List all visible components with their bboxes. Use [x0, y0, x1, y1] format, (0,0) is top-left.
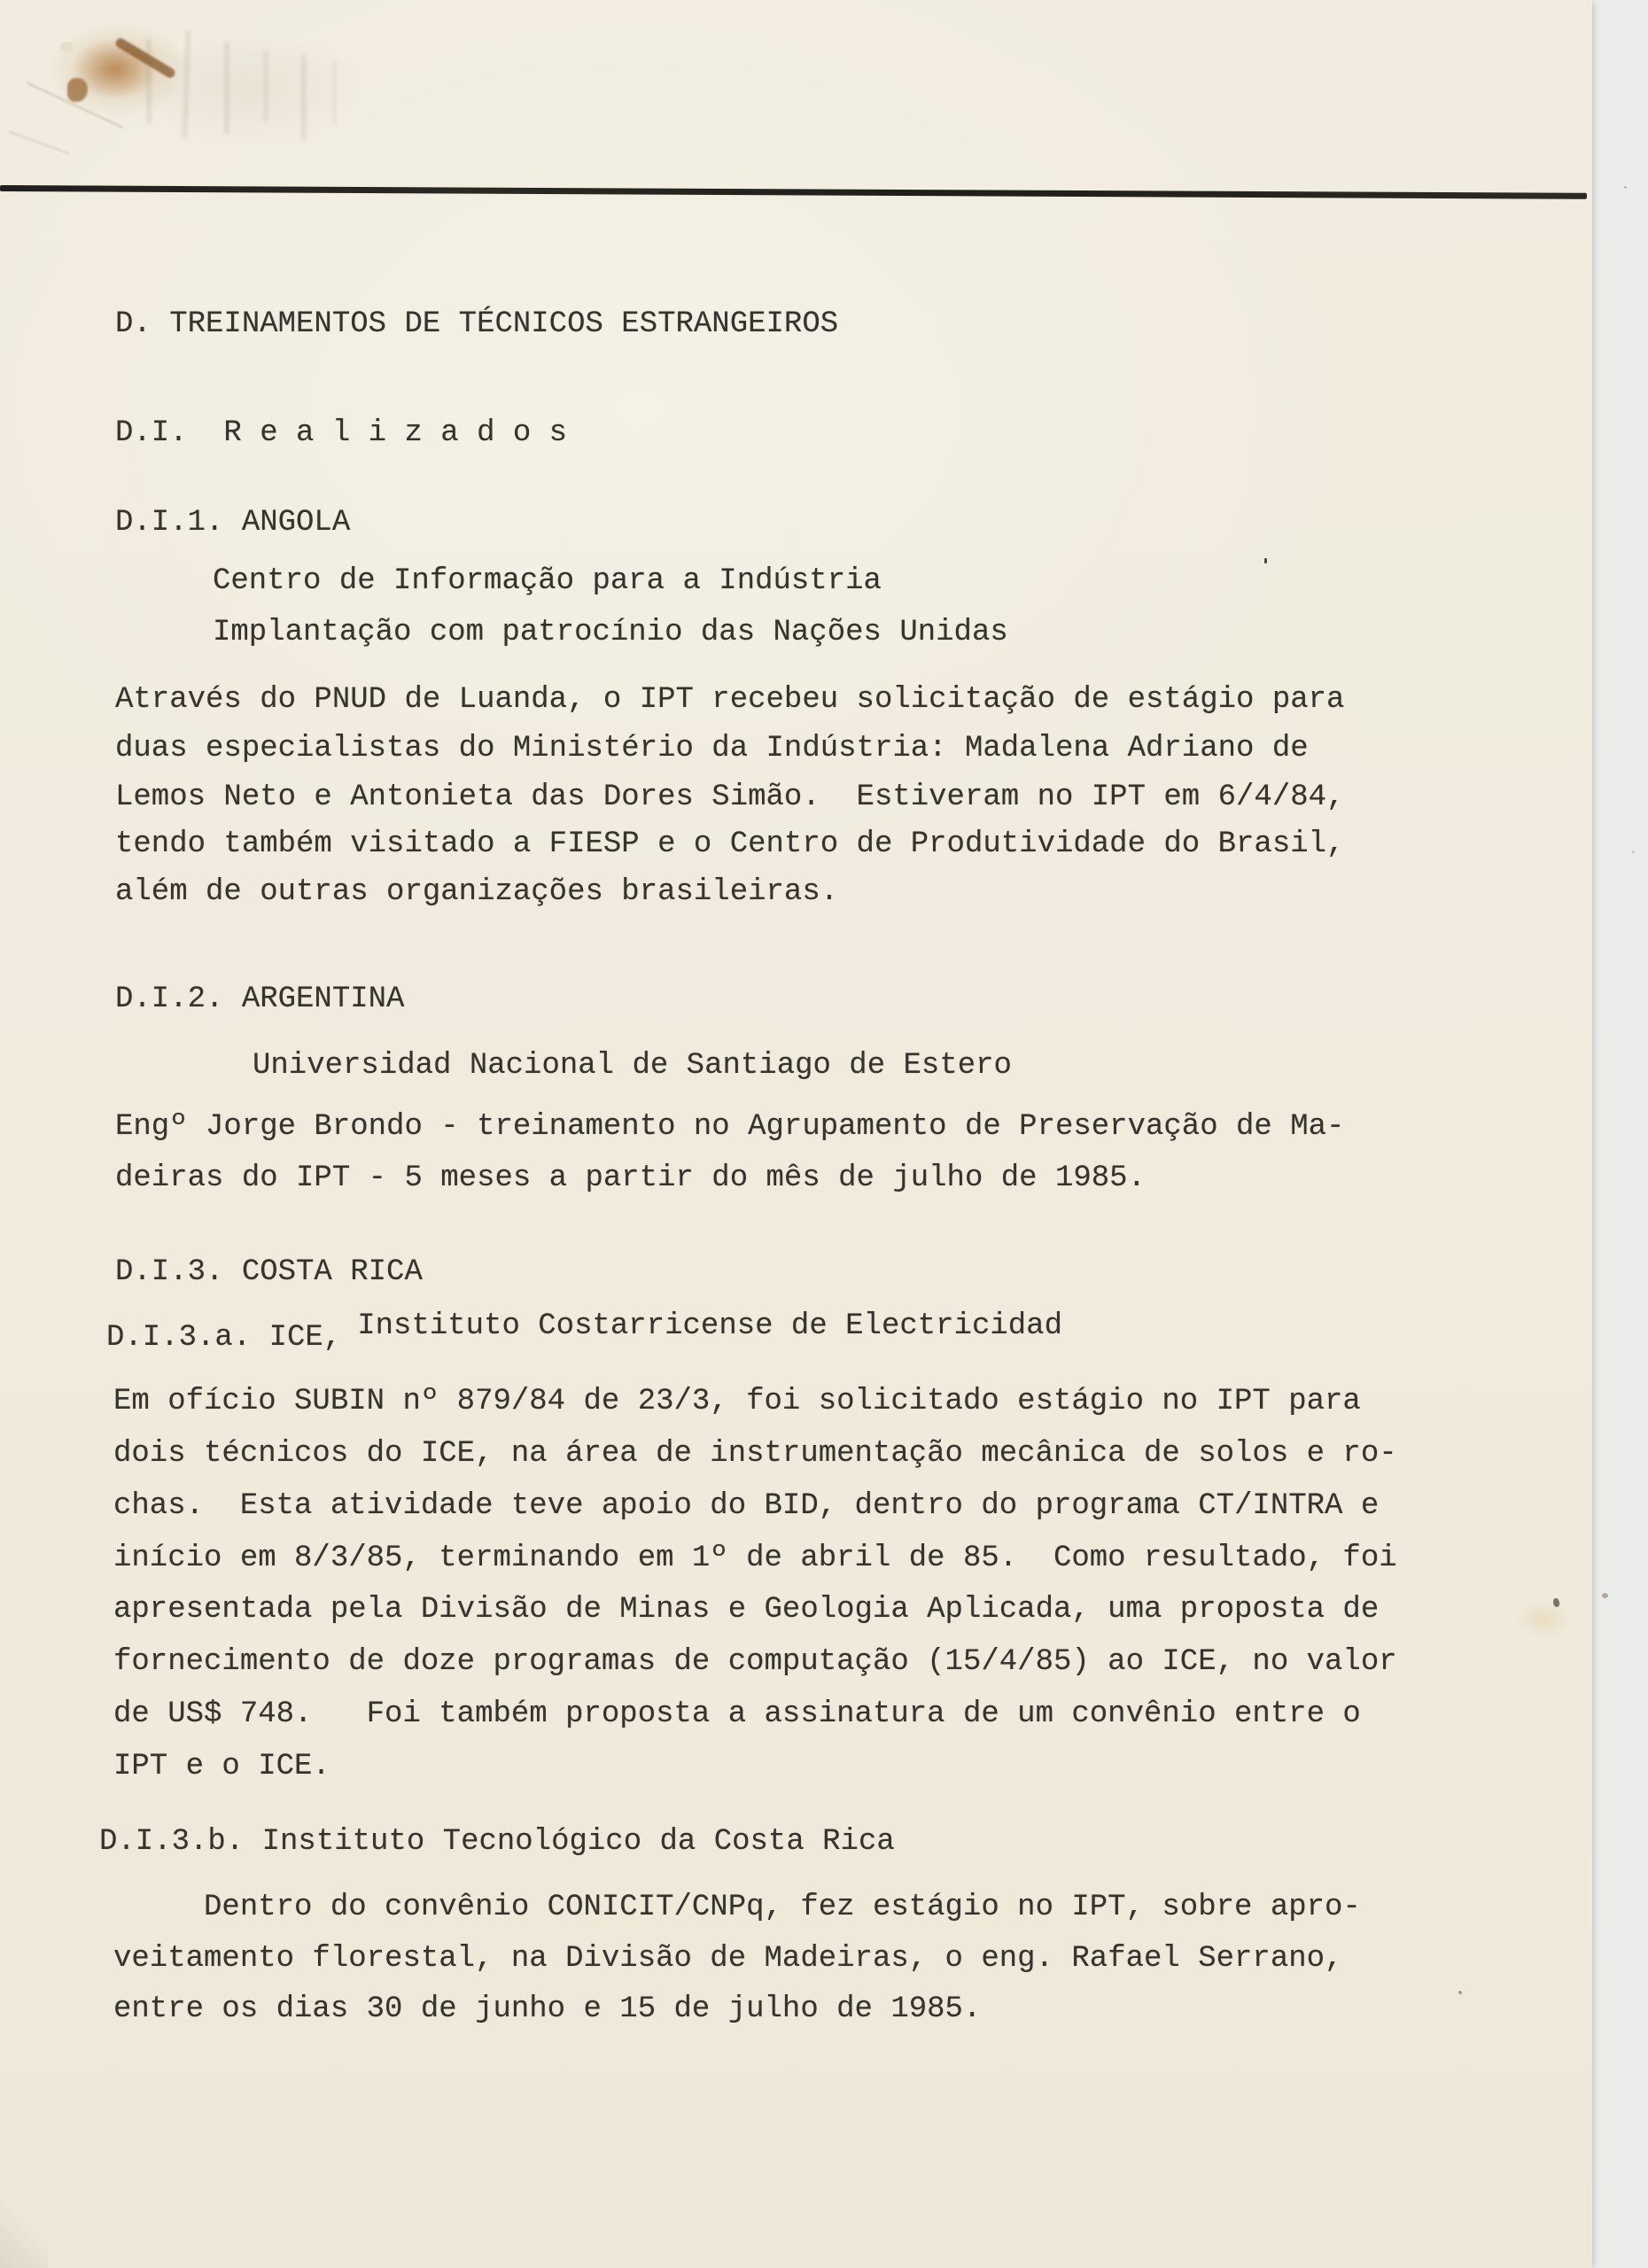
paragraph-line: Através do PNUD de Luanda, o IPT recebeu solicitação de estágio para: [115, 683, 1345, 717]
paper-crease: [9, 131, 69, 155]
ghost-mark: [333, 60, 336, 124]
paragraph-line: IPT e o ICE.: [113, 1750, 330, 1783]
section-title-angola: D.I.1. ANGOLA: [115, 506, 351, 540]
ghost-smudge: [133, 34, 363, 140]
document-subheading: D.I. R e a l i z a d o s: [115, 416, 568, 450]
rust-stain: [74, 40, 155, 98]
paragraph-line: Lemos Neto e Antonieta das Dores Simão. Estiveram no IPT em 6/4/84,: [115, 781, 1345, 814]
section-subline: Centro de Informação para a Indústria: [213, 564, 882, 598]
paper-crease: [27, 82, 124, 129]
ghost-mark: [301, 55, 306, 140]
top-rule: [0, 185, 1587, 199]
ink-speck: [1264, 558, 1267, 563]
ink-speck: [1458, 1991, 1462, 1994]
paragraph-line: entre os dias 30 de junho e 15 de julho de 1985.: [113, 1992, 982, 2026]
paragraph-line: apresentada pela Divisão de Minas e Geologia Aplicada, uma proposta de: [113, 1593, 1380, 1627]
corner-shadow: [0, 2195, 49, 2268]
paragraph-line: deiras do IPT - 5 meses a partir do mês de julho de 1985.: [115, 1161, 1146, 1195]
paper-tear-spot: [60, 42, 74, 52]
ghost-mark: [183, 30, 190, 138]
paragraph-line: tendo também visitado a FIESP e o Centro de Produtividade do Brasil,: [115, 827, 1345, 861]
rust-stain-halo: [49, 23, 190, 116]
ghost-typing-impressions: [133, 25, 372, 153]
section-subline: Implantação com patrocínio das Nações Unidas: [213, 616, 1008, 649]
document-heading: D. TREINAMENTOS DE TÉCNICOS ESTRANGEIROS: [115, 307, 839, 341]
section-title-argentina: D.I.2. ARGENTINA: [115, 983, 405, 1016]
paragraph-line: Engº Jorge Brondo - treinamento no Agrupamento de Preservação de Ma-: [115, 1110, 1345, 1144]
paragraph-line: fornecimento de doze programas de computação (15/4/85) ao ICE, no valor: [113, 1645, 1397, 1679]
ghost-mark: [264, 50, 268, 122]
section-title-ice: [106, 1309, 1062, 1355]
dust-speck: [1632, 850, 1635, 853]
ghost-mark: [225, 43, 229, 135]
paragraph-line: Em ofício SUBIN nº 879/84 de 23/3, foi solicitado estágio no IPT para: [113, 1385, 1361, 1418]
dust-speck: [1624, 186, 1627, 189]
ink-speck: [1551, 1597, 1560, 1608]
ghost-mark: [147, 39, 151, 124]
section-title-itcr: D.I.3.b. Instituto Tecnológico da Costa Rica: [99, 1825, 895, 1859]
paragraph-line: Dentro do convênio CONICIT/CNPq, fez estágio no IPT, sobre apro-: [113, 1891, 1361, 1924]
paragraph-line: veitamento florestal, na Divisão de Madeiras, o eng. Rafael Serrano,: [113, 1942, 1343, 1976]
section-subline: Universidad Nacional de Santiago de Estero: [253, 1049, 1012, 1083]
paragraph-line: duas especialistas do Ministério da Indústria: Madalena Adriano de: [115, 732, 1309, 765]
paragraph-line: dois técnicos do ICE, na área de instrumentação mecânica de solos e ro-: [113, 1437, 1397, 1471]
rust-stain-streak: [114, 36, 177, 80]
paragraph-line: início em 8/3/85, terminando em 1º de abril de 85. Como resultado, foi: [113, 1542, 1397, 1575]
stain-smudge: [1517, 1602, 1570, 1637]
section-label: D.I.3.a. ICE,: [106, 1321, 342, 1355]
paragraph-line: chas. Esta atividade teve apoio do BID, dentro do programa CT/INTRA e: [113, 1489, 1380, 1523]
section-title-rest: Instituto Costarricense de Electricidad: [357, 1309, 1062, 1343]
dust-speck: [1602, 1593, 1608, 1598]
paragraph-line: além de outras organizações brasileiras.: [115, 875, 839, 909]
rust-stain-spot: [67, 78, 88, 102]
section-title-costa-rica: D.I.3. COSTA RICA: [115, 1255, 423, 1289]
paragraph-line: de US$ 748. Foi também proposta a assinatura de um convênio entre o: [113, 1697, 1361, 1731]
